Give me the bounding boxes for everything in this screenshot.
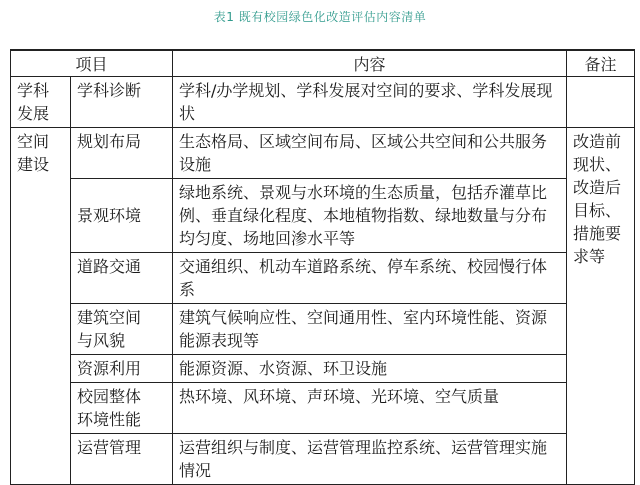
table-caption: 表1 既有校园绿色化改造评估内容清单: [213, 10, 427, 24]
table-row: [11, 383, 635, 434]
table-row: [11, 434, 635, 485]
subitem-cell: 校园整体 环境性能: [71, 383, 173, 434]
header-item: 项目: [11, 50, 173, 77]
content-cell: 建筑气候响应性、空间通用性、室内环境性能、资源能源表现等: [173, 304, 567, 355]
content-cell: 绿地系统、景观与水环境的生态质量，包括乔灌草比例、垂直绿化程度、本地植物指数、绿地数量与分布均匀度、场地回渗水平等: [173, 179, 567, 253]
category-cell: 空间 建设: [11, 128, 71, 485]
table-row: [11, 355, 635, 383]
subitem-cell: 景观环境: [71, 179, 173, 253]
category-cell: 学科 发展: [11, 77, 71, 128]
table-header-row: [11, 50, 635, 77]
subitem-cell: 运营管理: [71, 434, 173, 485]
subitem-cell: 规划布局: [71, 128, 173, 179]
content-cell: 交通组织、机动车道路系统、停车系统、校园慢行体系: [173, 253, 567, 304]
subitem-cell: 学科诊断: [71, 77, 173, 128]
content-cell: 能源资源、水资源、环卫设施: [173, 355, 567, 383]
content-cell: 热环境、风环境、声环境、光环境、空气质量: [173, 383, 567, 434]
table-row: [11, 77, 635, 128]
table-row: [11, 253, 635, 304]
table-row: [11, 128, 635, 179]
note-cell: 改造前 现状、 改造后 目标、 措施要 求等: [567, 128, 635, 485]
content-cell: 学科/办学规划、学科发展对空间的要求、学科发展现状: [173, 77, 567, 128]
evaluation-table: [10, 49, 635, 485]
content-cell: 运营组织与制度、运营管理监控系统、运营管理实施情况: [173, 434, 567, 485]
header-note: 备注: [567, 50, 635, 77]
table-row: [11, 304, 635, 355]
subitem-cell: 资源利用: [71, 355, 173, 383]
note-cell-empty: [567, 77, 635, 128]
subitem-cell: 建筑空间 与风貌: [71, 304, 173, 355]
content-cell: 生态格局、区域空间布局、区域公共空间和公共服务设施: [173, 128, 567, 179]
subitem-cell: 道路交通: [71, 253, 173, 304]
table-row: [11, 179, 635, 253]
header-content: 内容: [173, 50, 567, 77]
